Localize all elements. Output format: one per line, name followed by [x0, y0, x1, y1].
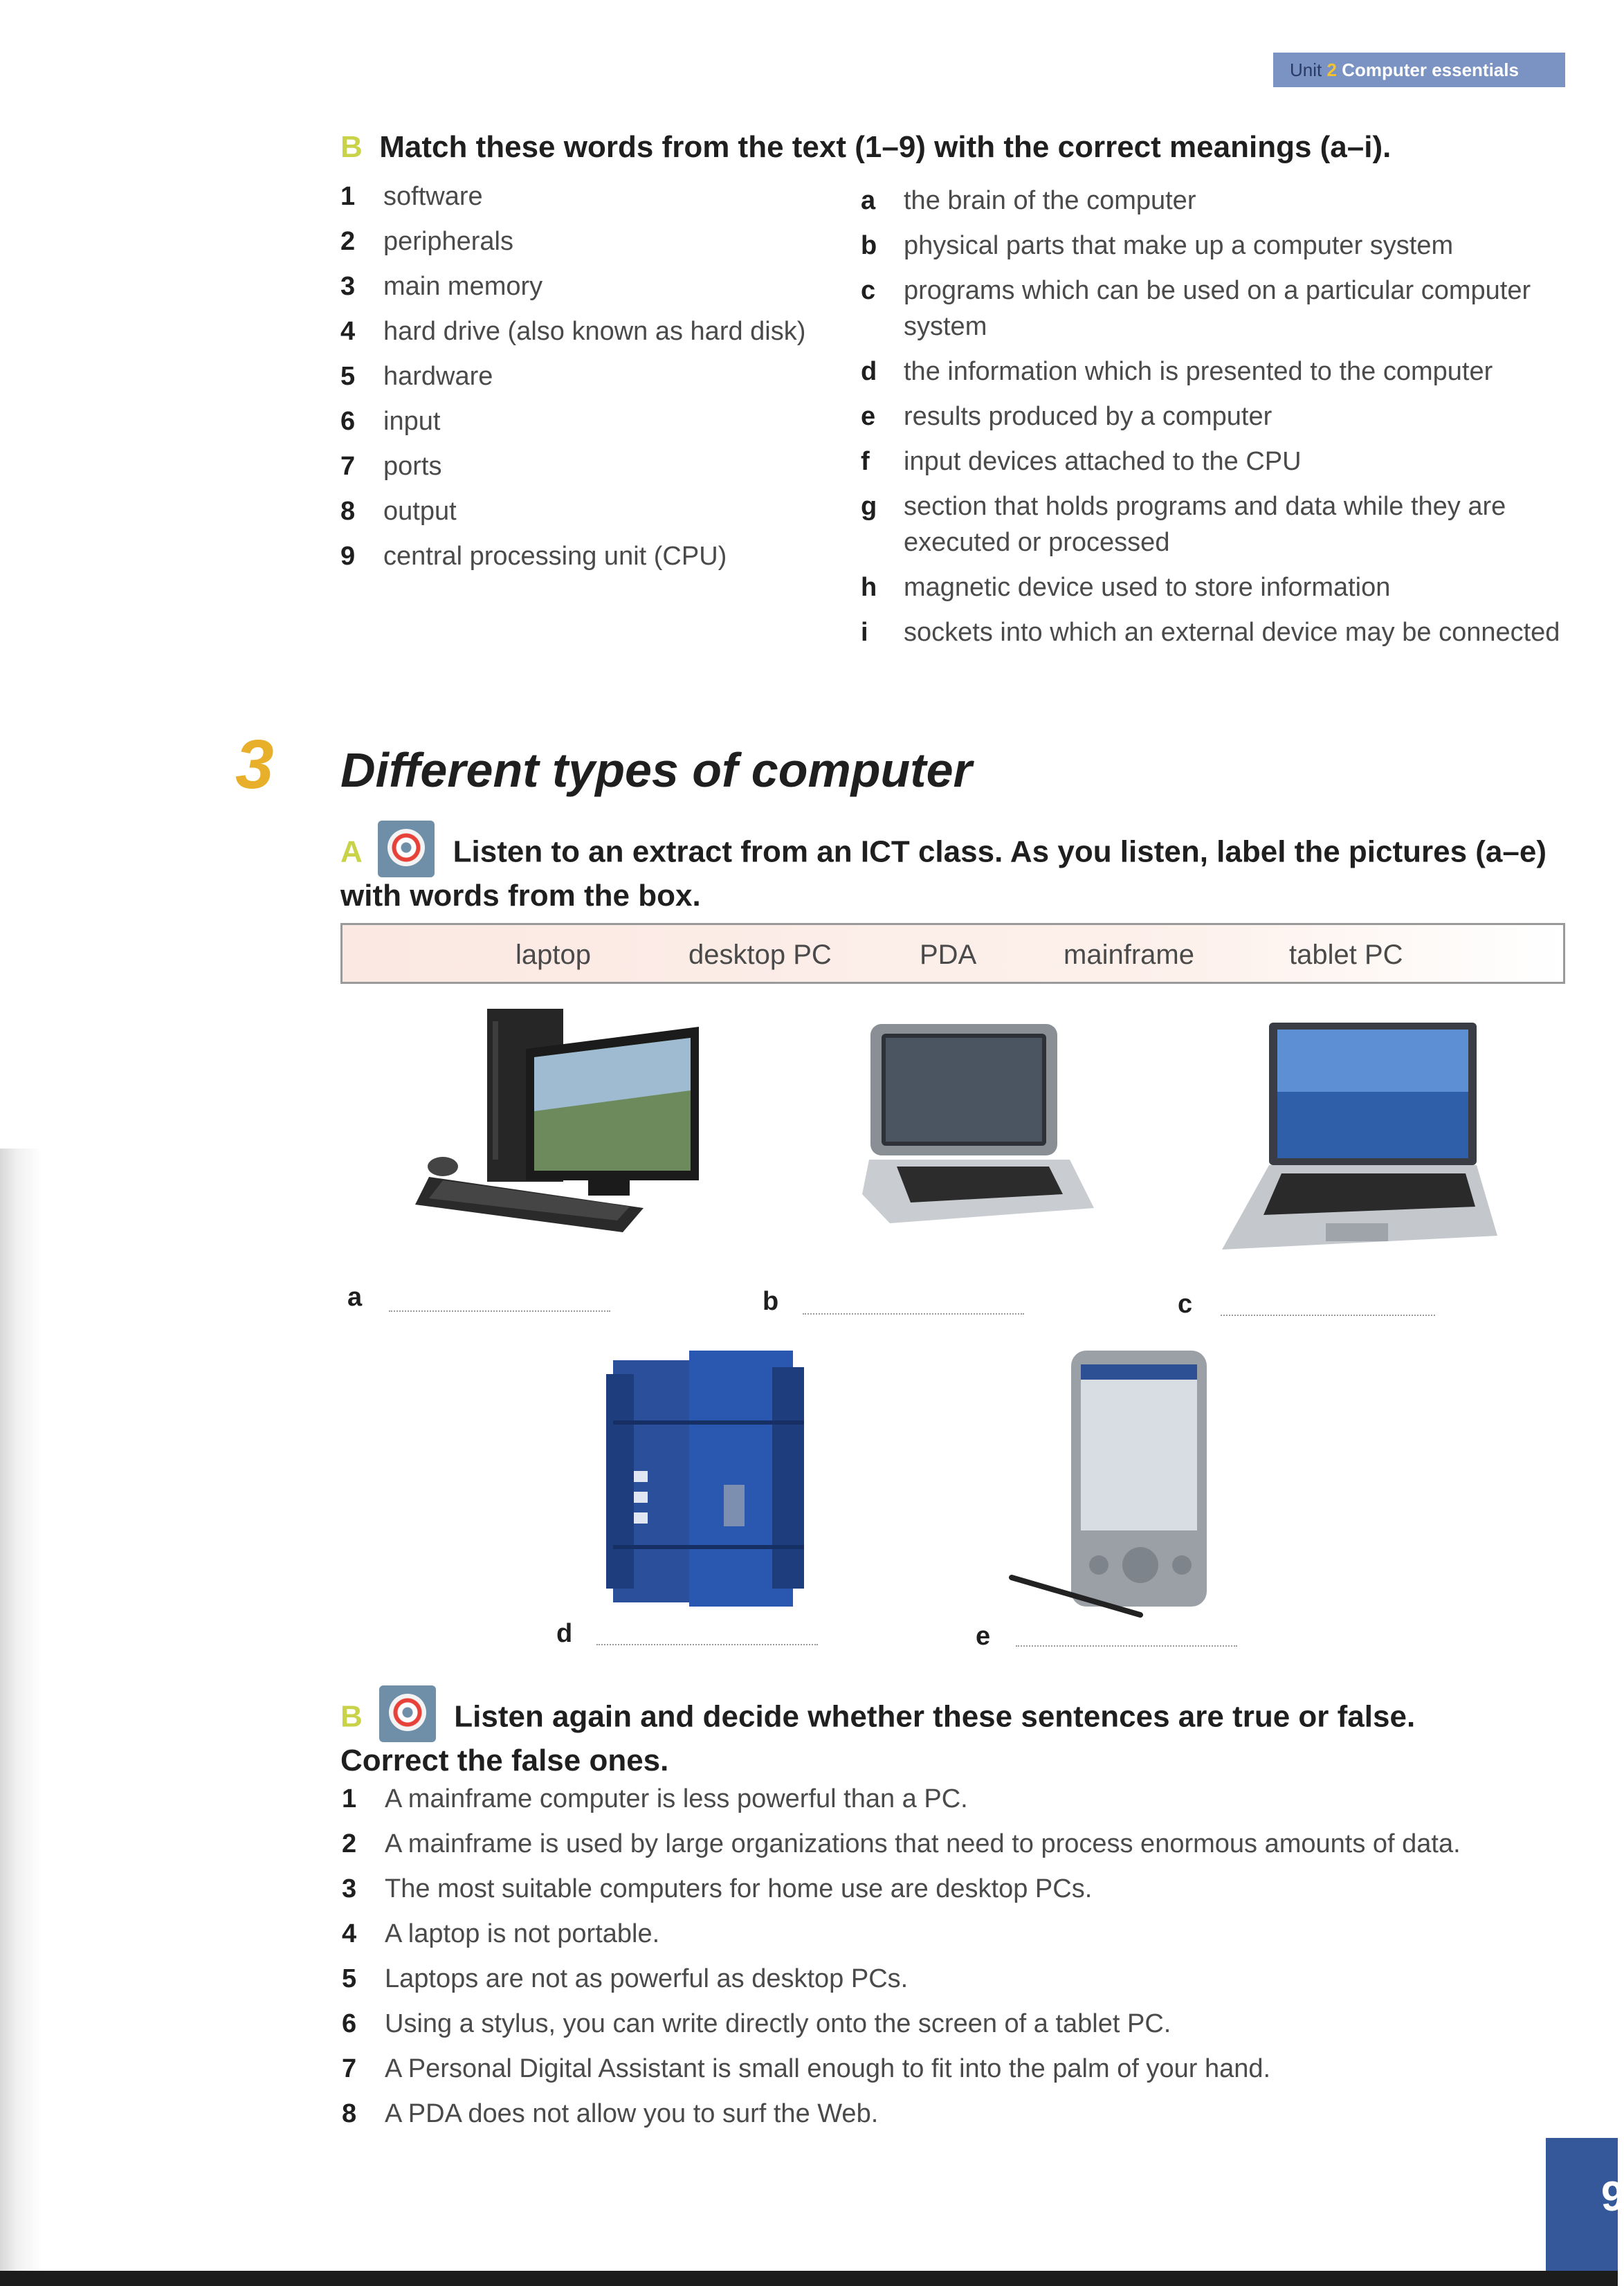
word-item [340, 448, 852, 493]
sentence-item [342, 1781, 1573, 1826]
word-item-key: 6 [340, 407, 356, 436]
unit-word: Unit [1290, 60, 1322, 80]
sentence-item-text: Using a stylus, you can write directly onto the screen of a tablet PC. [385, 2009, 1171, 2038]
exercise-a-instruction: Listen to an extract from an ICT class. As you listen, label the pictures (a–e) with words from the box. [340, 834, 1547, 913]
word-item [340, 538, 852, 583]
meaning-item [861, 183, 1567, 219]
meaning-item [861, 569, 1567, 605]
audio-cd-icon[interactable] [378, 821, 435, 877]
box-word-desktop-pc: desktop PC [688, 940, 832, 970]
box-word-tablet-pc: tablet PC [1289, 940, 1403, 970]
page-bottom-edge [0, 2271, 1618, 2286]
exercise-a-heading [340, 830, 1579, 915]
sentence-item-key: 8 [342, 2099, 357, 2128]
meaning-item-key: f [861, 447, 870, 476]
page-number: 9 [1601, 2173, 1624, 2220]
word-item-text: hard drive (also known as hard disk) [383, 317, 806, 346]
sentence-item-text: The most suitable computers for home use are desktop PCs. [385, 1874, 1093, 1903]
desktop-pc-photo [415, 1007, 706, 1236]
pda-photo [1009, 1349, 1216, 1619]
word-item-key: 2 [340, 227, 356, 256]
answer-line-c[interactable] [1221, 1315, 1435, 1316]
exercise-letter: B [340, 1699, 363, 1734]
meaning-item-text: the information which is presented to the computer [904, 357, 1493, 386]
word-item-key: 8 [340, 497, 356, 526]
words-list [340, 179, 852, 583]
sentence-item-key: 7 [342, 2054, 357, 2083]
sentence-item-key: 1 [342, 1784, 357, 1813]
word-item [340, 223, 852, 268]
word-item-key: 5 [340, 362, 356, 391]
exercise-letter: B [340, 130, 363, 164]
exercise-b-heading [340, 1695, 1579, 1780]
meaning-item-text: the brain of the computer [904, 186, 1196, 215]
meaning-item [861, 444, 1567, 479]
word-item-text: ports [383, 452, 442, 481]
sentence-item-key: 3 [342, 1874, 357, 1903]
picture-label-b: b [763, 1287, 779, 1316]
word-item-text: output [383, 497, 457, 526]
tablet-pc-photo [862, 1021, 1097, 1229]
meaning-item-key: c [861, 276, 876, 305]
word-item-text: software [383, 182, 483, 211]
exercise-b-instruction-line1: Listen again and decide whether these sentences are true or false. [454, 1699, 1416, 1734]
meaning-item-key: g [861, 492, 877, 521]
unit-title: Computer essentials [1342, 60, 1519, 80]
meaning-item-text: magnetic device used to store information [904, 573, 1391, 602]
word-item-text: hardware [383, 362, 493, 391]
word-item-key: 7 [340, 452, 356, 481]
unit-number: 2 [1326, 60, 1337, 80]
meaning-item [861, 273, 1567, 345]
answer-line-e[interactable] [1016, 1645, 1237, 1647]
meaning-item-text: programs which can be used on a particular computer system [904, 276, 1531, 341]
box-word-mainframe: mainframe [1064, 940, 1194, 970]
word-item [340, 358, 852, 403]
sentence-item-text: A Personal Digital Assistant is small enough to fit into the palm of your hand. [385, 2054, 1271, 2083]
book-spine-shadow [0, 1149, 42, 2286]
sentence-item-text: A mainframe is used by large organizations that need to process enormous amounts of data. [385, 1829, 1461, 1858]
sentence-item [342, 2006, 1573, 2051]
sentence-item [342, 2096, 1573, 2141]
match-exercise-heading [340, 129, 1572, 166]
picture-label-d: d [556, 1619, 573, 1648]
sentence-item-key: 6 [342, 2009, 357, 2038]
word-item-key: 3 [340, 272, 356, 301]
sentence-item-text: A laptop is not portable. [385, 1919, 660, 1948]
answer-line-d[interactable] [596, 1644, 818, 1645]
sentence-item-text: Laptops are not as powerful as desktop PCs. [385, 1964, 909, 1993]
meaning-item-text: sockets into which an external device may be connected [904, 618, 1560, 647]
word-item-text: peripherals [383, 227, 513, 256]
box-word-laptop: laptop [516, 940, 591, 970]
meaning-item-key: a [861, 186, 876, 215]
meaning-item [861, 614, 1567, 650]
word-item [340, 313, 852, 358]
laptop-photo [1222, 1021, 1499, 1263]
word-item-text: central processing unit (CPU) [383, 542, 727, 571]
sentence-item-key: 5 [342, 1964, 357, 1993]
page-number-tab [1546, 2138, 1624, 2272]
section-title: Different types of computer [340, 743, 972, 797]
box-word-pda: PDA [920, 940, 977, 970]
answer-line-a[interactable] [389, 1310, 610, 1312]
audio-cd-icon[interactable] [379, 1685, 436, 1742]
word-item [340, 179, 852, 223]
meaning-item-key: d [861, 357, 877, 386]
meaning-item-key: e [861, 402, 876, 431]
word-item [340, 493, 852, 538]
sentence-item-text: A PDA does not allow you to surf the Web. [385, 2099, 879, 2128]
word-box [340, 923, 1565, 984]
answer-line-b[interactable] [803, 1313, 1024, 1315]
exercise-letter: A [340, 834, 362, 869]
sentence-item [342, 1961, 1573, 2006]
sentence-item [342, 2051, 1573, 2096]
picture-label-c: c [1178, 1290, 1193, 1319]
meaning-item-text: section that holds programs and data while they are executed or processed [904, 492, 1506, 557]
unit-header-tab [1273, 53, 1565, 87]
word-item-text: input [383, 407, 441, 436]
meaning-item-text: physical parts that make up a computer system [904, 231, 1454, 260]
mainframe-photo [606, 1346, 807, 1616]
word-item-text: main memory [383, 272, 543, 301]
word-item-key: 1 [340, 182, 356, 211]
meaning-item [861, 354, 1567, 390]
sentence-item [342, 1826, 1573, 1871]
true-false-list [342, 1781, 1573, 2141]
word-item [340, 268, 852, 313]
sentence-item [342, 1916, 1573, 1961]
sentence-item-key: 2 [342, 1829, 357, 1858]
meaning-item-text: results produced by a computer [904, 402, 1272, 431]
meaning-item-key: h [861, 573, 877, 602]
exercise-b-instruction-line2: Correct the false ones. [340, 1744, 669, 1777]
match-instruction: Match these words from the text (1–9) with the correct meanings (a–i). [379, 130, 1392, 164]
meaning-item-text: input devices attached to the CPU [904, 447, 1302, 476]
meaning-item-key: b [861, 231, 877, 260]
meaning-item [861, 399, 1567, 435]
section-number: 3 [235, 726, 274, 803]
meaning-item [861, 488, 1567, 560]
word-item [340, 403, 852, 448]
word-item-key: 9 [340, 542, 356, 571]
word-item-key: 4 [340, 317, 356, 346]
meanings-list [861, 183, 1567, 659]
picture-label-e: e [976, 1622, 991, 1651]
sentence-item-text: A mainframe computer is less powerful than a PC. [385, 1784, 968, 1813]
sentence-item [342, 1871, 1573, 1916]
meaning-item-key: i [861, 618, 868, 647]
picture-label-a: a [347, 1283, 363, 1312]
meaning-item [861, 228, 1567, 264]
sentence-item-key: 4 [342, 1919, 357, 1948]
